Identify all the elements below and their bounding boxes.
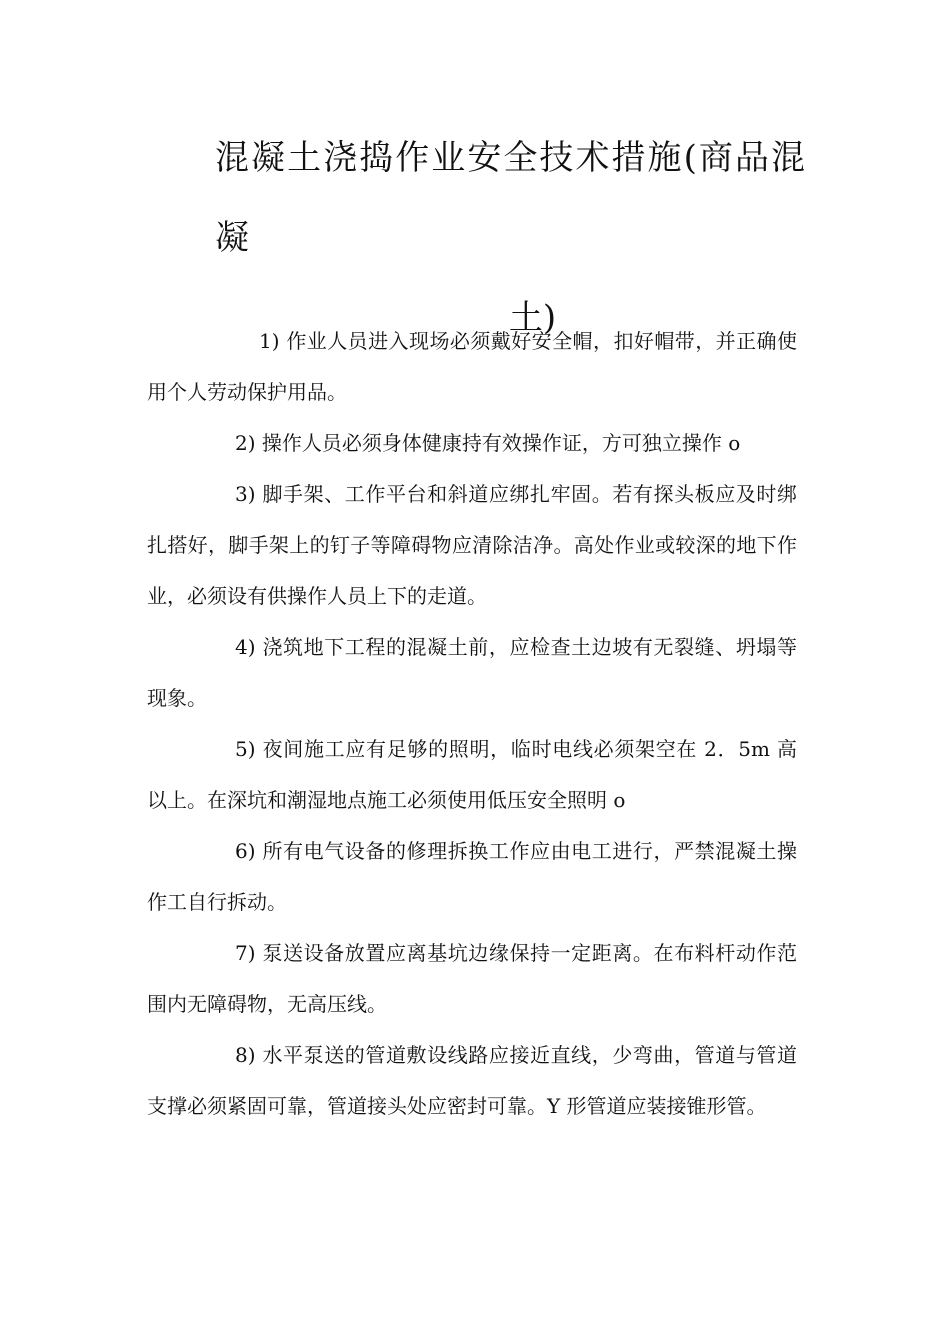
paragraph-5: 5) 夜间施工应有足够的照明，临时电线必须架空在 2．5m 高以上。在深坑和潮湿地点施工必须使用低压安全照明 o [147, 737, 797, 812]
document-body [147, 316, 797, 1132]
paragraph-8: 8) 水平泵送的管道敷设线路应接近直线，少弯曲，管道与管道支撑必须紧固可靠，管道接头处应密封可靠。Y 形管道应装接锥形管。 [147, 1043, 797, 1118]
document-title-line1: 混凝土浇捣作业安全技术措施(商品混凝 [215, 138, 805, 258]
paragraph-4: 4) 浇筑地下工程的混凝土前，应检查土边坡有无裂缝、坍塌等现象。 [147, 635, 797, 710]
paragraph-2: 2) 操作人员必须身体健康持有效操作证，方可独立操作 o [235, 431, 741, 455]
paragraph-6: 6) 所有电气设备的修理拆换工作应由电工进行，严禁混凝土操作工自行拆动。 [147, 839, 797, 914]
paragraph-7: 7) 泵送设备放置应离基坑边缘保持一定距离。在布料杆动作范围内无障碍物，无高压线。 [147, 941, 797, 1016]
document-title-line2: 土) [508, 298, 557, 338]
paragraph-1: 1) 作业人员进入现场必须戴好安全帽，扣好帽带，并正确使用个人劳动保护用品。 [147, 329, 797, 404]
paragraph-3: 3) 脚手架、工作平台和斜道应绑扎牢固。若有探头板应及时绑扎搭好，脚手架上的钉子等障碍物应清除洁净。高处作业或较深的地下作业，必须设有供操作人员上下的走道。 [147, 482, 797, 608]
